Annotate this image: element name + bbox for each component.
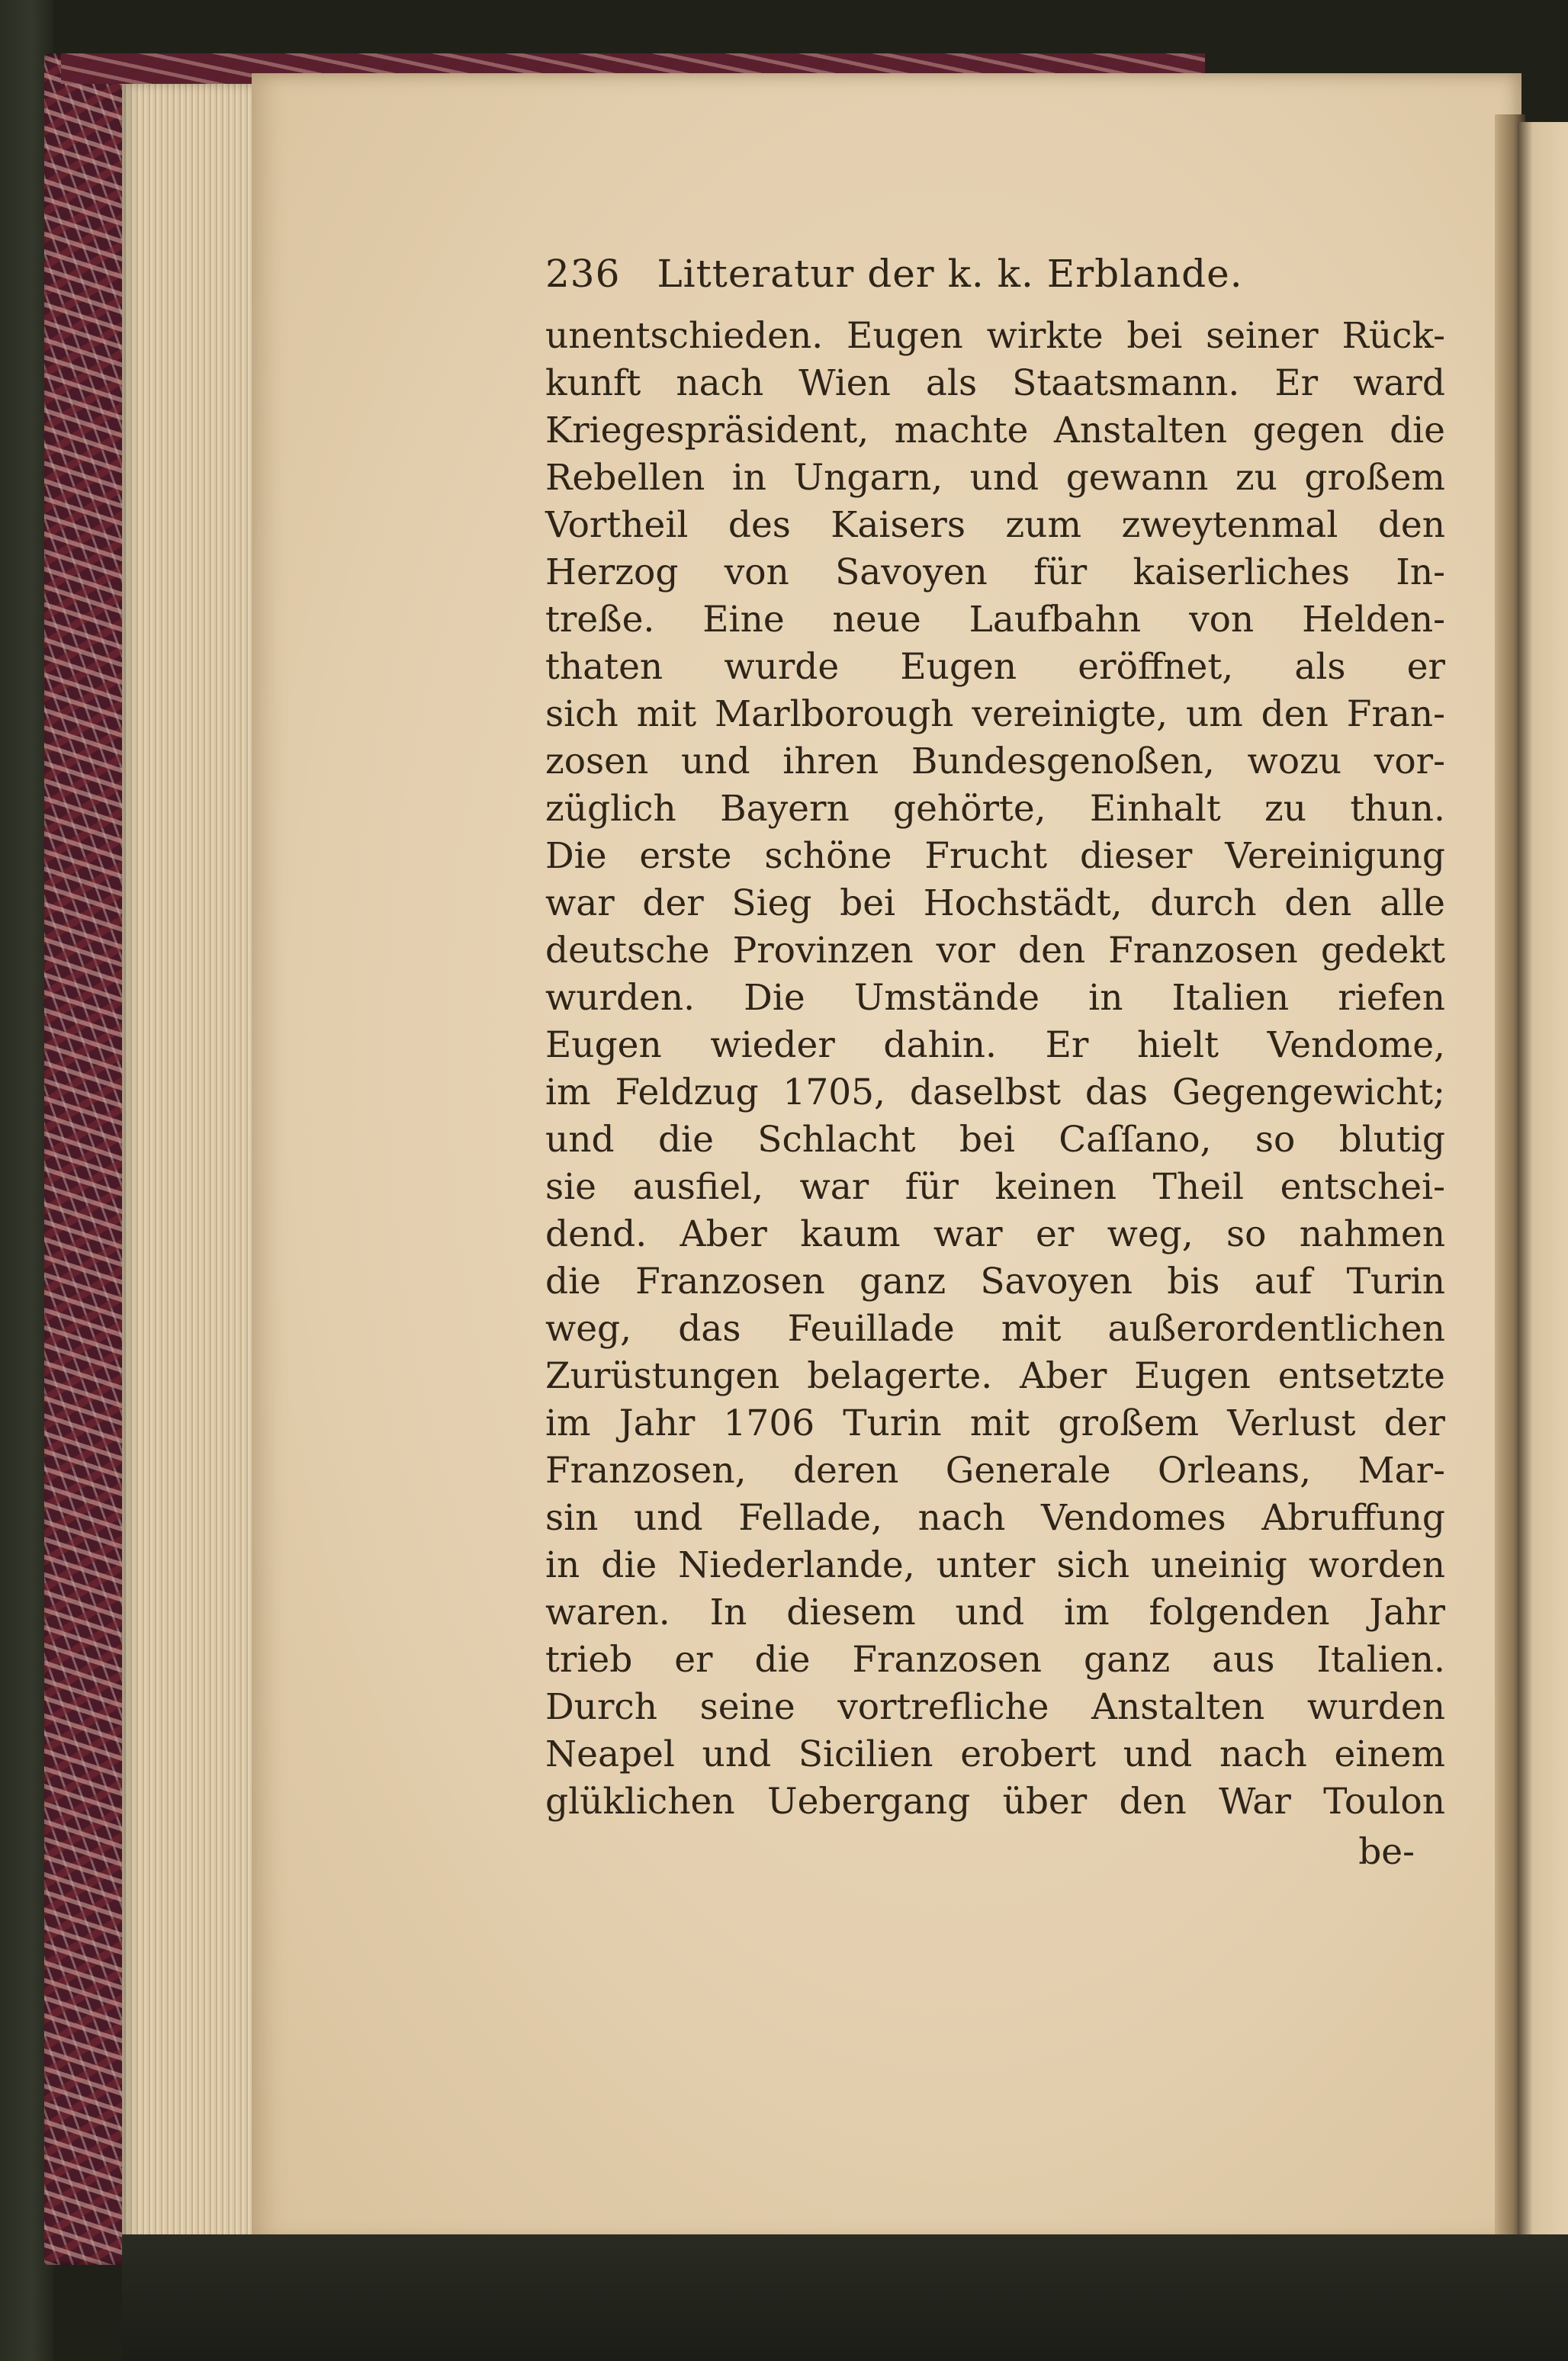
- text-line: Vortheil des Kaisers zum zweytenmal den: [545, 504, 1445, 546]
- text-line: wurden. Die Umstände in Italien riefen: [545, 977, 1445, 1019]
- text-line: Zurüstungen belagerte. Aber Eugen entsetzte: [545, 1355, 1445, 1397]
- text-line: zosen und ihren Bundesgenoßen, wozu vor-: [545, 740, 1445, 782]
- marbled-cover: [44, 53, 134, 2265]
- text-line: unentschieden. Eugen wirkte bei seiner Rück-: [545, 315, 1445, 357]
- text-line: weg, das Feuillade mit außerordentlichen: [545, 1308, 1445, 1350]
- text-line: kunft nach Wien als Staatsmann. Er ward: [545, 362, 1445, 404]
- text-line: Die erste schöne Frucht dieser Vereinigung: [545, 835, 1445, 877]
- text-line: im Jahr 1706 Turin mit großem Verlust der: [545, 1402, 1445, 1444]
- text-line: deutsche Provinzen vor den Franzosen gedekt: [545, 930, 1445, 972]
- text-line: Kriegespräsident, machte Anstalten gegen die: [545, 410, 1445, 451]
- text-line: im Feldzug 1705, daselbst das Gegengewicht;: [545, 1071, 1445, 1113]
- text-line: und die Schlacht bei Caſſano, so blutig: [545, 1119, 1445, 1161]
- body-text: [545, 313, 1445, 1826]
- facing-page: [1518, 122, 1568, 2242]
- bottom-background: [122, 2234, 1568, 2361]
- text-line: sie ausfiel, war für keinen Theil entschei-: [545, 1166, 1445, 1208]
- text-line: trieb er die Franzosen ganz aus Italien.: [545, 1639, 1445, 1681]
- text-block: [545, 252, 1445, 1879]
- text-line: sin und Fellade, nach Vendomes Abruffung: [545, 1497, 1445, 1539]
- text-line: glüklichen Uebergang über den War Toulon: [545, 1781, 1445, 1823]
- text-line: war der Sieg bei Hochstädt, durch den alle: [545, 882, 1445, 924]
- text-line: die Franzosen ganz Savoyen bis auf Turin: [545, 1261, 1445, 1303]
- text-line: thaten wurde Eugen eröffnet, als er: [545, 646, 1445, 688]
- text-line: Neapel und Sicilien erobert und nach einem: [545, 1733, 1445, 1775]
- page-number: 236: [545, 252, 621, 296]
- running-head: [545, 252, 1445, 313]
- text-line: treße. Eine neue Laufbahn von Helden-: [545, 599, 1445, 641]
- text-line: Franzosen, deren Generale Orleans, Mar-: [545, 1450, 1445, 1492]
- text-line: Rebellen in Ungarn, und gewann zu großem: [545, 457, 1445, 499]
- text-line: Durch seine vortrefliche Anstalten wurden: [545, 1686, 1445, 1728]
- text-line: in die Niederlande, unter sich uneinig worden: [545, 1544, 1445, 1586]
- catchword: be-: [1358, 1831, 1415, 1873]
- text-line: dend. Aber kaum war er weg, so nahmen: [545, 1213, 1445, 1255]
- text-line: waren. In diesem und im folgenden Jahr: [545, 1592, 1445, 1633]
- text-line: züglich Bayern gehörte, Einhalt zu thun.: [545, 788, 1445, 830]
- running-head-title: Litteratur der k. k. Erblande.: [657, 252, 1243, 296]
- text-line: Herzog von Savoyen für kaiserliches In-: [545, 551, 1445, 593]
- page-edges: [122, 84, 267, 2242]
- text-line: Eugen wieder dahin. Er hielt Vendome,: [545, 1024, 1445, 1066]
- text-line: sich mit Marlborough vereinigte, um den Fran-: [545, 693, 1445, 735]
